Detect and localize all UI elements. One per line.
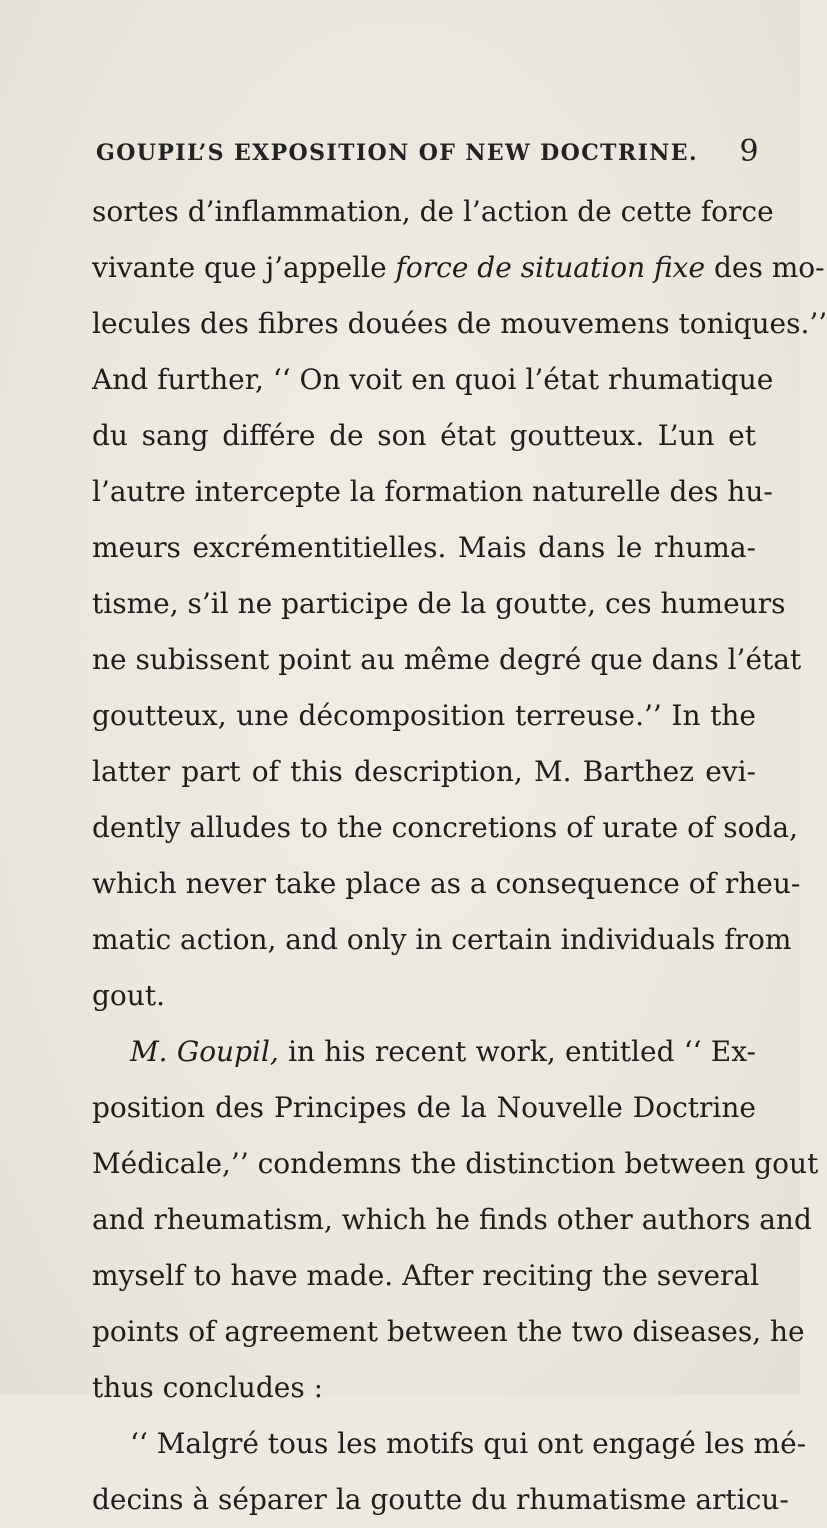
text-line: Médicale,’’ condemns the distinction between gout — [92, 1147, 819, 1180]
text-line: which never take place as a consequence of rheu- — [92, 867, 801, 900]
text-line: sortes d’inflammation, de l’action de cette force — [92, 195, 774, 228]
text-line: decins à séparer la goutte du rhumatisme articu- — [92, 1483, 789, 1516]
page-number: 9 — [739, 134, 760, 169]
text-line: l’autre intercepte la formation naturelle des hu- — [92, 475, 773, 508]
text-line: position des Principes de la Nouvelle Doctrine — [92, 1091, 756, 1124]
text-line — [130, 1024, 756, 1080]
text-line: ‘‘ Malgré tous les motifs qui ont engagé les mé- — [130, 1427, 807, 1460]
running-title: GOUPIL’S EXPOSITION OF NEW DOCTRINE. — [96, 140, 699, 166]
text-line: lecules des fibres douées de mouvemens toniques.’’ — [92, 307, 827, 340]
italic-phrase: force de situation fixe — [395, 251, 706, 284]
text-line: thus concludes : — [92, 1371, 324, 1404]
text-run: des mo- — [705, 251, 825, 284]
text-line: ne subissent point au même degré que dans l’état — [92, 643, 802, 676]
text-line: myself to have made. After reciting the several — [92, 1259, 760, 1292]
text-line: du sang différe de son état goutteux. L’un et — [92, 419, 756, 452]
text-line: gout. — [92, 979, 165, 1012]
text-line: matic action, and only in certain individuals from — [92, 923, 792, 956]
text-line: dently alludes to the concretions of urate of soda, — [92, 811, 799, 844]
text-line: points of agreement between the two diseases, he — [92, 1315, 805, 1348]
running-head — [96, 132, 760, 176]
italic-phrase: M. Goupil, — [130, 1035, 279, 1068]
text-line: goutteux, une décomposition terreuse.’’ In the — [92, 699, 756, 732]
text-run: vivante que j’appelle — [92, 251, 396, 284]
text-line: and rheumatism, which he finds other authors and — [92, 1203, 812, 1236]
text-line: tisme, s’il ne participe de la goutte, ces humeurs — [92, 587, 786, 620]
text-line: meurs excrémentitielles. Mais dans le rhuma- — [92, 531, 756, 564]
text-line — [92, 240, 825, 296]
text-line: And further, ‘‘ On voit en quoi l’état rhumatique — [92, 363, 774, 396]
text-line: latter part of this description, M. Barthez evi- — [92, 755, 756, 788]
text-run: in his recent work, entitled ‘‘ Ex- — [278, 1035, 756, 1068]
